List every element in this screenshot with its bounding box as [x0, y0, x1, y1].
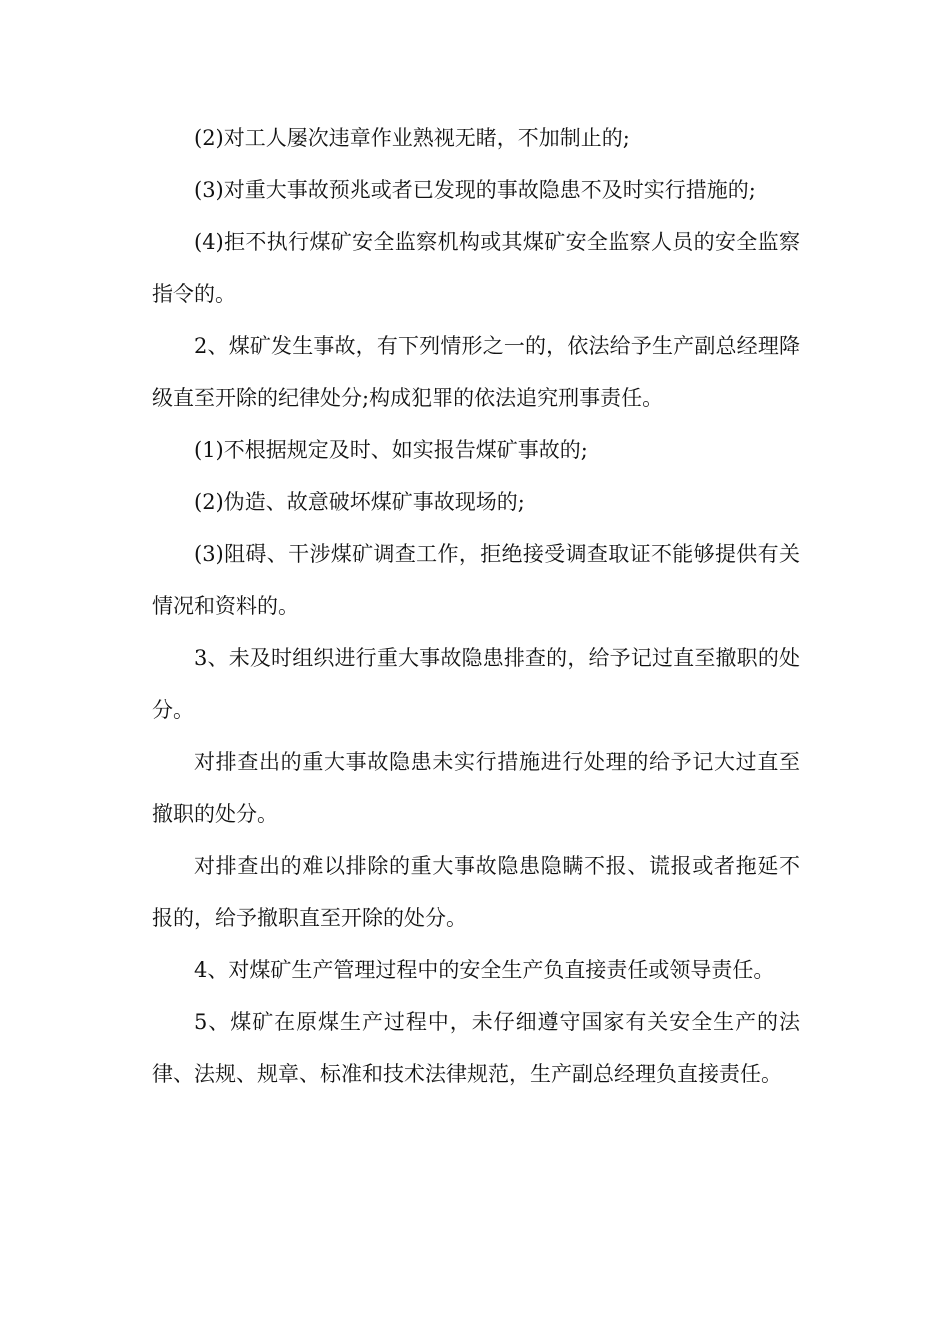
paragraph: (1)不根据规定及时、如实报告煤矿事故的; — [194, 438, 588, 462]
paragraph: 对排查出的重大事故隐患未实行措施进行处理的给予记大过直至撤职的处分。 — [152, 750, 800, 826]
paragraph: (3)阻碍、干涉煤矿调查工作，拒绝接受调查取证不能够提供有关情况和资料的。 — [152, 542, 800, 618]
document-body — [152, 112, 800, 1100]
paragraph: 4、对煤矿生产管理过程中的安全生产负直接责任或领导责任。 — [194, 958, 775, 982]
paragraph: 3、未及时组织进行重大事故隐患排查的，给予记过直至撤职的处分。 — [152, 646, 800, 722]
paragraph: 对排查出的难以排除的重大事故隐患隐瞒不报、谎报或者拖延不报的，给予撤职直至开除的处分。 — [152, 854, 800, 930]
paragraph: 2、煤矿发生事故，有下列情形之一的，依法给予生产副总经理降级直至开除的纪律处分;构成犯罪的依法追究刑事责任。 — [152, 334, 800, 410]
paragraph: 5、煤矿在原煤生产过程中，未仔细遵守国家有关安全生产的法律、法规、规章、标准和技术法律规范，生产副总经理负直接责任。 — [152, 1010, 800, 1086]
paragraph: (3)对重大事故预兆或者已发现的事故隐患不及时实行措施的; — [194, 178, 756, 202]
paragraph: (2)伪造、故意破坏煤矿事故现场的; — [194, 490, 525, 514]
paragraph: (2)对工人屡次违章作业熟视无睹，不加制止的; — [194, 126, 630, 150]
paragraph: (4)拒不执行煤矿安全监察机构或其煤矿安全监察人员的安全监察指令的。 — [152, 230, 800, 306]
